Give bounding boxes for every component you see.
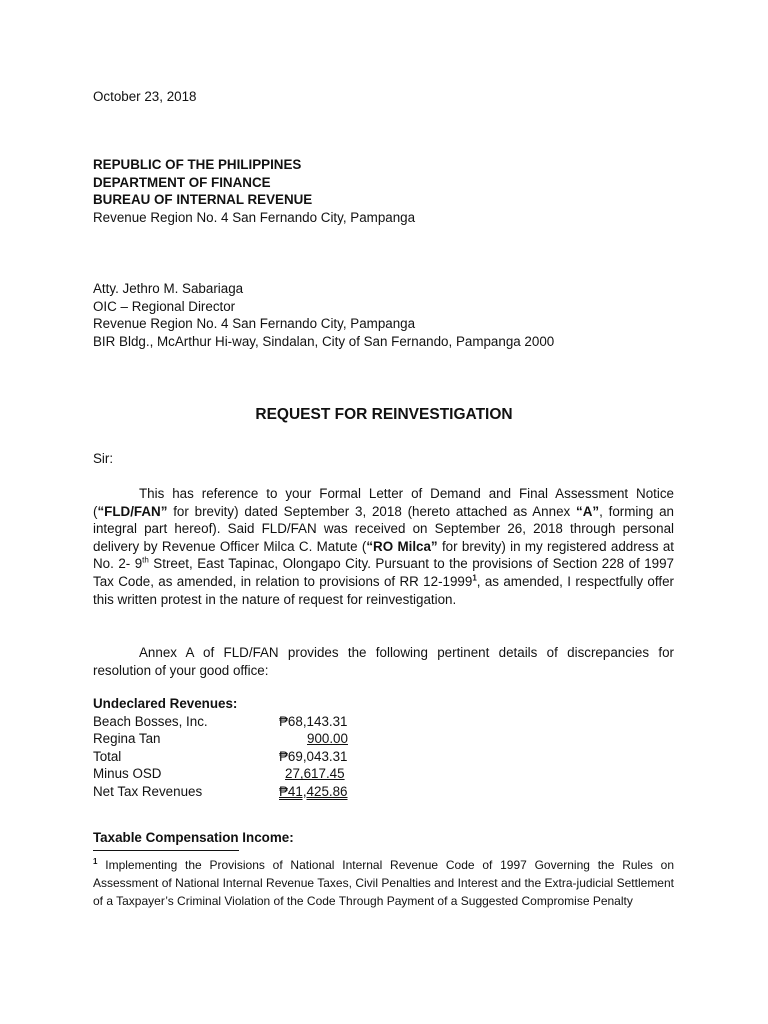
- row-amount-value: 27,617.45: [285, 766, 345, 782]
- footnote-separator: [93, 850, 239, 851]
- para1-text-5: Street, East Tapinac, Olongapo City. Pursuant to the provisions of Section 228 of 1997 Tax Code, as amended, in relation to provisions of RR 12-1999: [93, 556, 675, 589]
- table-row: [93, 765, 373, 783]
- para1-bold-ro-milca: “RO Milca”: [366, 538, 438, 554]
- row-label: Net Tax Revenues: [93, 783, 203, 799]
- table-row: [93, 730, 373, 748]
- addressee-line-4: Revenue Region No. 4 San Fernando City, Pampanga: [93, 209, 416, 225]
- table-row: [93, 783, 373, 801]
- addressee-line-1: REPUBLIC OF THE PHILIPPINES: [93, 157, 302, 172]
- row-amount-value: 900.00: [307, 731, 348, 747]
- row-label: Total: [93, 748, 122, 764]
- footnote-reference-1: 1: [472, 573, 477, 583]
- undeclared-revenues-table: [93, 695, 373, 801]
- row-amount-double-underlined: [279, 783, 444, 801]
- recipient-address: BIR Bldg., McArthur Hi-way, Sindalan, City of San Fernando, Pampanga 2000: [93, 333, 555, 349]
- para1-superscript-th: th: [142, 555, 149, 565]
- row-label: Minus OSD: [93, 766, 162, 782]
- addressee-block: [93, 156, 415, 226]
- para1-text-1: This has reference to your Formal Letter of Demand and Final Assessment Notice (: [93, 486, 674, 519]
- row-label: Regina Tan: [93, 731, 161, 747]
- para1-text-3: , forming an integral part hereof). Said FLD/FAN was received on September 26, 2018 through personal delivery by Revenue Officer Milca C. Matute (: [93, 503, 674, 554]
- recipient-name: Atty. Jethro M. Sabariaga: [93, 281, 244, 296]
- table-row: [93, 748, 373, 766]
- para1-bold-annex-a: “A”: [576, 503, 600, 519]
- row-amount: ₱68,143.31: [279, 713, 348, 729]
- addressee-line-2: DEPARTMENT OF FINANCE: [93, 174, 271, 190]
- recipient-title: OIC – Regional Director: [93, 298, 236, 314]
- body-paragraph-1: [93, 485, 674, 608]
- salutation: Sir:: [93, 451, 114, 466]
- para1-text-2: for brevity) dated September 3, 2018 (hereto attached as Annex: [167, 503, 577, 519]
- undeclared-revenues-heading: Undeclared Revenues:: [93, 696, 238, 711]
- row-amount-underlined: [279, 730, 444, 748]
- row-amount-underlined: [279, 765, 444, 783]
- para1-bold-fld-fan: “FLD/FAN”: [97, 503, 168, 519]
- recipient-block: [93, 280, 554, 350]
- letter-date: October 23, 2018: [93, 89, 197, 104]
- taxable-compensation-heading: Taxable Compensation Income:: [93, 830, 294, 845]
- letter-subject: REQUEST FOR REINVESTIGATION: [255, 406, 513, 423]
- body-paragraph-2: Annex A of FLD/FAN provides the following pertinent details of discrepancies for resolution of your good office:: [93, 645, 674, 678]
- para1-text-4: for brevity) in my registered address at No. 2- 9: [93, 538, 675, 572]
- footnote-text: Implementing the Provisions of National Internal Revenue Code of 1997 Governing the Rules on Assessment of National Internal Revenue Taxes, Civil Penalties and Interest and the Extra-judicial Settlement of a Taxpayer’s Criminal Violation of the Code Through Payment of a Suggested Compromise Penalty: [93, 858, 674, 908]
- footnote: [93, 856, 674, 910]
- table-row: [93, 713, 373, 731]
- recipient-region: Revenue Region No. 4 San Fernando City, Pampanga: [93, 316, 416, 332]
- para1-text-6: , as amended, I respectfully offer this written protest in the nature of request for reinvestigation.: [93, 573, 674, 607]
- footnote-mark: 1: [93, 857, 98, 866]
- row-amount: ₱69,043.31: [279, 748, 348, 764]
- addressee-line-3: BUREAU OF INTERNAL REVENUE: [93, 192, 313, 208]
- row-amount-value: ₱41,425.86: [279, 783, 348, 799]
- row-label: Beach Bosses, Inc.: [93, 713, 208, 729]
